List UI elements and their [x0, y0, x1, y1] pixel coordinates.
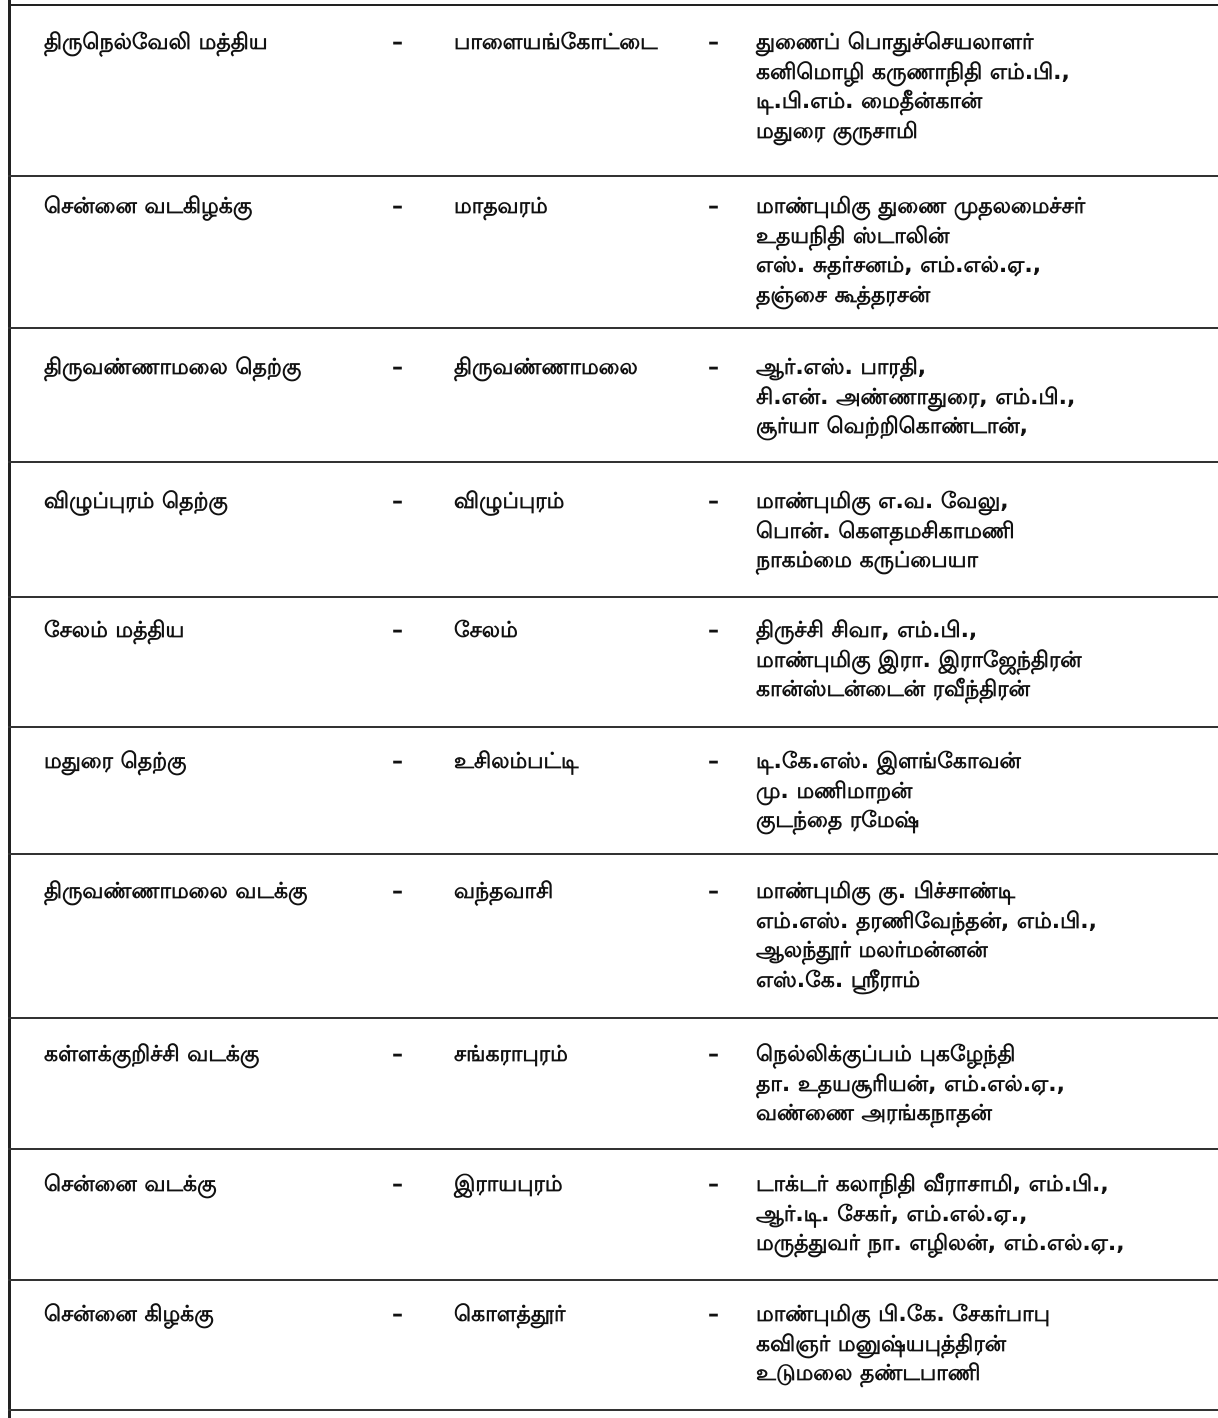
row-divider [8, 1148, 1218, 1150]
person-name: டாக்டர் கலாநிதி வீராசாமி, எம்.பி., [756, 1172, 1109, 1197]
row-divider [8, 461, 1218, 463]
person-name: எம்.எஸ். தரணிவேந்தன், எம்.பி., [756, 908, 1097, 934]
separator-dash: – [708, 194, 719, 219]
person-name: திருச்சி சிவா, எம்.பி., [756, 618, 978, 643]
people-list [756, 746, 1021, 838]
row-divider [8, 175, 1218, 177]
person-name: மாண்புமிகு இரா. இராஜேந்திரன் [756, 647, 1082, 673]
separator-dash: – [392, 1302, 403, 1327]
separator-dash: – [392, 30, 403, 55]
person-name: மதுரை குருசாமி [756, 118, 918, 144]
district-name: விழுப்புரம் தெற்கு [44, 489, 228, 514]
district-name: சென்னை வடக்கு [44, 1172, 217, 1197]
person-name: ஆலந்தூர் மலர்மன்னன் [756, 938, 988, 963]
row-divider [8, 853, 1218, 855]
person-name: கான்ஸ்டன்டைன் ரவீந்திரன் [756, 677, 1030, 702]
person-name: எஸ். சுதர்சனம், எம்.எல்.ஏ., [756, 253, 1042, 278]
left-border [8, 0, 11, 1418]
people-list [756, 352, 1075, 444]
person-name: சி.என். அண்ணாதுரை, எம்.பி., [756, 384, 1076, 410]
separator-dash: – [392, 749, 403, 774]
separator-dash: – [708, 30, 719, 55]
person-name: மருத்துவர் நா. எழிலன், எம்.எல்.ஏ., [756, 1231, 1125, 1256]
district-name: திருநெல்வேலி மத்திய [44, 30, 268, 55]
district-name: சென்னை கிழக்கு [44, 1302, 214, 1327]
separator-dash: – [392, 1042, 403, 1067]
separator-dash: – [392, 194, 403, 219]
separator-dash: – [708, 749, 719, 774]
person-name: தா. உதயசூரியன், எம்.எல்.ஏ., [756, 1071, 1065, 1097]
separator-dash: – [392, 1172, 403, 1197]
district-name: திருவண்ணாமலை வடக்கு [44, 879, 308, 904]
separator-dash: – [708, 355, 719, 380]
row-divider [8, 1409, 1218, 1411]
person-name: தஞ்சை கூத்தரசன் [756, 282, 931, 308]
people-list [756, 486, 1015, 578]
constituency-name: உசிலம்பட்டி [454, 749, 579, 774]
person-name: உடுமலை தண்டபாணி [756, 1361, 981, 1386]
constituency-name: சங்கராபுரம் [454, 1042, 568, 1067]
separator-dash: – [392, 355, 403, 380]
constituency-name: திருவண்ணாமலை [454, 355, 638, 380]
person-name: மாண்புமிகு துணை முதலமைச்சர் [756, 194, 1086, 219]
people-list [756, 27, 1070, 148]
row-divider [8, 1279, 1218, 1281]
person-name: குடந்தை ரமேஷ் [756, 808, 920, 833]
separator-dash: – [392, 618, 403, 643]
separator-dash: – [708, 489, 719, 514]
people-list [756, 1169, 1125, 1261]
separator-dash: – [708, 1172, 719, 1197]
person-name: டி.கே.எஸ். இளங்கோவன் [756, 749, 1021, 774]
person-name: மு. மணிமாறன் [756, 778, 913, 804]
separator-dash: – [708, 618, 719, 643]
separator-dash: – [708, 1042, 719, 1067]
person-name: மாண்புமிகு கு. பிச்சாண்டி [756, 879, 1016, 904]
person-name: கவிஞர் மனுஷ்யபுத்திரன் [756, 1331, 1007, 1357]
person-name: நாகம்மை கருப்பையா [756, 548, 978, 573]
separator-dash: – [392, 879, 403, 904]
person-name: எஸ்.கே. ஸ்ரீராம் [756, 967, 921, 993]
separator-dash: – [708, 1302, 719, 1327]
person-name: மாண்புமிகு பி.கே. சேகர்பாபு [756, 1302, 1051, 1327]
person-name: டி.பி.எம். மைதீன்கான் [756, 89, 983, 114]
person-name: ஆர்.டி. சேகர், எம்.எல்.ஏ., [756, 1201, 1028, 1227]
row-divider [8, 726, 1218, 728]
district-name: சேலம் மத்திய [44, 618, 185, 643]
people-list [756, 1299, 1050, 1391]
row-divider [8, 1017, 1218, 1019]
person-name: சூர்யா வெற்றிகொண்டான், [756, 414, 1029, 439]
district-name: கள்ளக்குறிச்சி வடக்கு [44, 1042, 260, 1067]
people-list [756, 876, 1097, 997]
people-list [756, 1039, 1065, 1131]
separator-dash: – [708, 879, 719, 904]
row-divider [8, 596, 1218, 598]
constituency-name: இராயபுரம் [454, 1172, 563, 1197]
district-name: திருவண்ணாமலை தெற்கு [44, 355, 302, 380]
person-name: மாண்புமிகு எ.வ. வேலு, [756, 489, 1009, 514]
separator-dash: – [392, 489, 403, 514]
person-name: ஆர்.எஸ். பாரதி, [756, 355, 927, 380]
top-border [8, 4, 1218, 6]
person-name: உதயநிதி ஸ்டாலின் [756, 223, 950, 249]
constituency-name: கொளத்தூர் [454, 1302, 566, 1327]
constituency-name: பாளையங்கோட்டை [454, 30, 658, 55]
person-name: கனிமொழி கருணாநிதி எம்.பி., [756, 59, 1070, 85]
people-list [756, 615, 1082, 707]
constituency-name: விழுப்புரம் [454, 489, 565, 514]
person-name: வண்ணை அரங்கநாதன் [756, 1101, 992, 1126]
people-list [756, 191, 1085, 312]
constituency-name: சேலம் [454, 618, 518, 643]
constituency-name: வந்தவாசி [454, 879, 554, 904]
person-name: நெல்லிக்குப்பம் புகழேந்தி [756, 1042, 1016, 1067]
row-divider [8, 327, 1218, 329]
person-name: துணைப் பொதுச்செயலாளர் [756, 30, 1034, 55]
person-name: பொன். கௌதமசிகாமணி [756, 518, 1015, 544]
district-name: மதுரை தெற்கு [44, 749, 187, 774]
constituency-name: மாதவரம் [454, 194, 548, 219]
district-name: சென்னை வடகிழக்கு [44, 194, 253, 219]
